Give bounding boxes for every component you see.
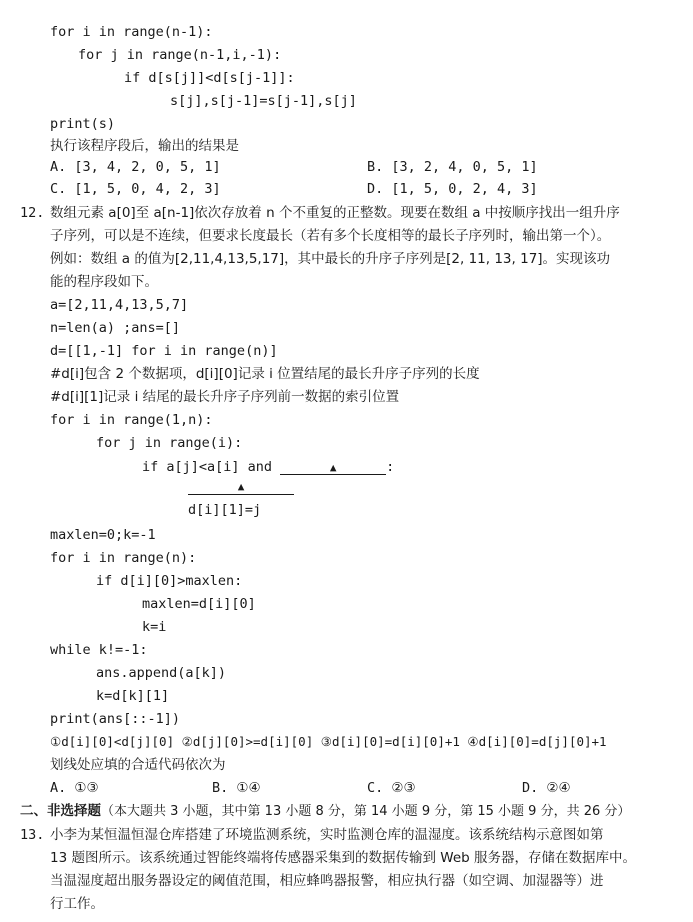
q11-code-line-3: if d[s[j]]<d[s[j-1]]: — [124, 70, 295, 86]
q13-stem-line-4: 行工作。 — [50, 896, 104, 912]
q12-option-c: C. ②③ — [367, 780, 416, 796]
q11-option-a: A. [3, 4, 2, 0, 5, 1] — [50, 159, 221, 175]
q12-blank-2-mark: ▲ — [237, 480, 245, 493]
q12-code-line-14: print(ans[::-1]) — [50, 711, 181, 727]
q12-stem-line-4: 能的程序段如下。 — [50, 274, 158, 290]
q12-option-a: A. ①③ — [50, 780, 99, 796]
q12-stem-line-2: 子序列，可以是不连续，但要求长度最长（若有多个长度相等的最长子序列时，输出第一个）。 — [50, 228, 611, 244]
q12-if-line — [142, 458, 394, 476]
section-2-heading — [20, 802, 630, 821]
section-2-title: 二、非选择题 — [20, 803, 101, 819]
q12-code-line-13: k=d[k][1] — [96, 688, 170, 704]
q13-stem-line-2: 13 题图所示。该系统通过智能终端将传感器采集到的数据传输到 Web 服务器，存储在数据库中。 — [50, 850, 636, 866]
q12-code-line-5: for j in range(i): — [96, 435, 243, 451]
q12-number: 12. — [20, 205, 45, 221]
q12-code-line-11: while k!=-1: — [50, 642, 148, 658]
q12-assign-line: d[i][1]=j — [188, 502, 262, 518]
q12-code-line-10: k=i — [142, 619, 167, 635]
q12-stem-line-1: 数组元素 a[0]至 a[n-1]依次存放着 n 个不重复的正整数。现要在数组 a 中按顺序找出一组升序 — [50, 205, 620, 221]
q12-choices-line: ①d[i][0]<d[j][0] ②d[j][0]>=d[i][0] ③d[i][0]=d[i][0]+1 ④d[i][0]=d[j][0]+1 — [50, 734, 607, 749]
q12-stem-line-3: 例如：数组 a 的值为[2,11,4,13,5,17]，其中最长的升序子序列是[2, 11, 13, 17]。实现该功 — [50, 251, 611, 267]
q12-option-d: D. ②④ — [522, 780, 571, 796]
q11-prompt: 执行该程序段后，输出的结果是 — [50, 138, 239, 154]
q12-option-b: B. ①④ — [212, 780, 261, 796]
q12-if-colon: : — [386, 459, 395, 475]
q12-code-line-1: a=[2,11,4,13,5,7] — [50, 297, 189, 313]
q12-code-line-3: d=[[1,-1] for i in range(n)] — [50, 343, 278, 359]
q12-if-prefix: if a[j]<a[i] and — [142, 459, 281, 475]
q12-blank-2 — [188, 478, 294, 495]
q12-blank-1-mark: ▲ — [329, 461, 337, 474]
q11-option-d: D. [1, 5, 0, 2, 4, 3] — [367, 181, 538, 197]
q11-code-line-4: s[j],s[j-1]=s[j-1],s[j] — [170, 93, 357, 109]
q12-comment-line-2: #d[i][1]记录 i 结尾的最长升序子序列前一数据的索引位置 — [50, 389, 400, 405]
q12-code-line-12: ans.append(a[k]) — [96, 665, 227, 681]
q13-stem-line-3: 当温湿度超出服务器设定的阈值范围，相应蜂鸣器报警，相应执行器（如空调、加湿器等）进 — [50, 873, 604, 889]
q11-option-b: B. [3, 2, 4, 0, 5, 1] — [367, 159, 538, 175]
q12-prompt: 划线处应填的合适代码依次为 — [50, 757, 226, 773]
q12-blank-1 — [280, 458, 386, 475]
q11-code-line-1: for i in range(n-1): — [50, 24, 213, 40]
q12-code-line-7: for i in range(n): — [50, 550, 197, 566]
q11-option-c: C. [1, 5, 0, 4, 2, 3] — [50, 181, 221, 197]
q13-stem-line-1: 小李为某恒温恒湿仓库搭建了环境监测系统，实时监测仓库的温湿度。该系统结构示意图如第 — [50, 827, 604, 843]
q11-code-line-5: print(s) — [50, 116, 116, 132]
section-2-note: （本大题共 3 小题，其中第 13 小题 8 分，第 14 小题 9 分，第 15 小题 9 分，共 26 分） — [101, 804, 631, 819]
q13-number: 13. — [20, 827, 45, 843]
q11-code-line-2: for j in range(n-1,i,-1): — [78, 47, 282, 63]
q12-code-line-2: n=len(a) ;ans=[] — [50, 320, 181, 336]
q12-code-line-4: for i in range(1,n): — [50, 412, 213, 428]
q12-code-line-6: maxlen=0;k=-1 — [50, 527, 156, 543]
q12-code-line-8: if d[i][0]>maxlen: — [96, 573, 243, 589]
q12-comment-line-1: #d[i]包含 2 个数据项，d[i][0]记录 i 位置结尾的最长升序子序列的长度 — [50, 366, 480, 382]
q12-code-line-9: maxlen=d[i][0] — [142, 596, 256, 612]
